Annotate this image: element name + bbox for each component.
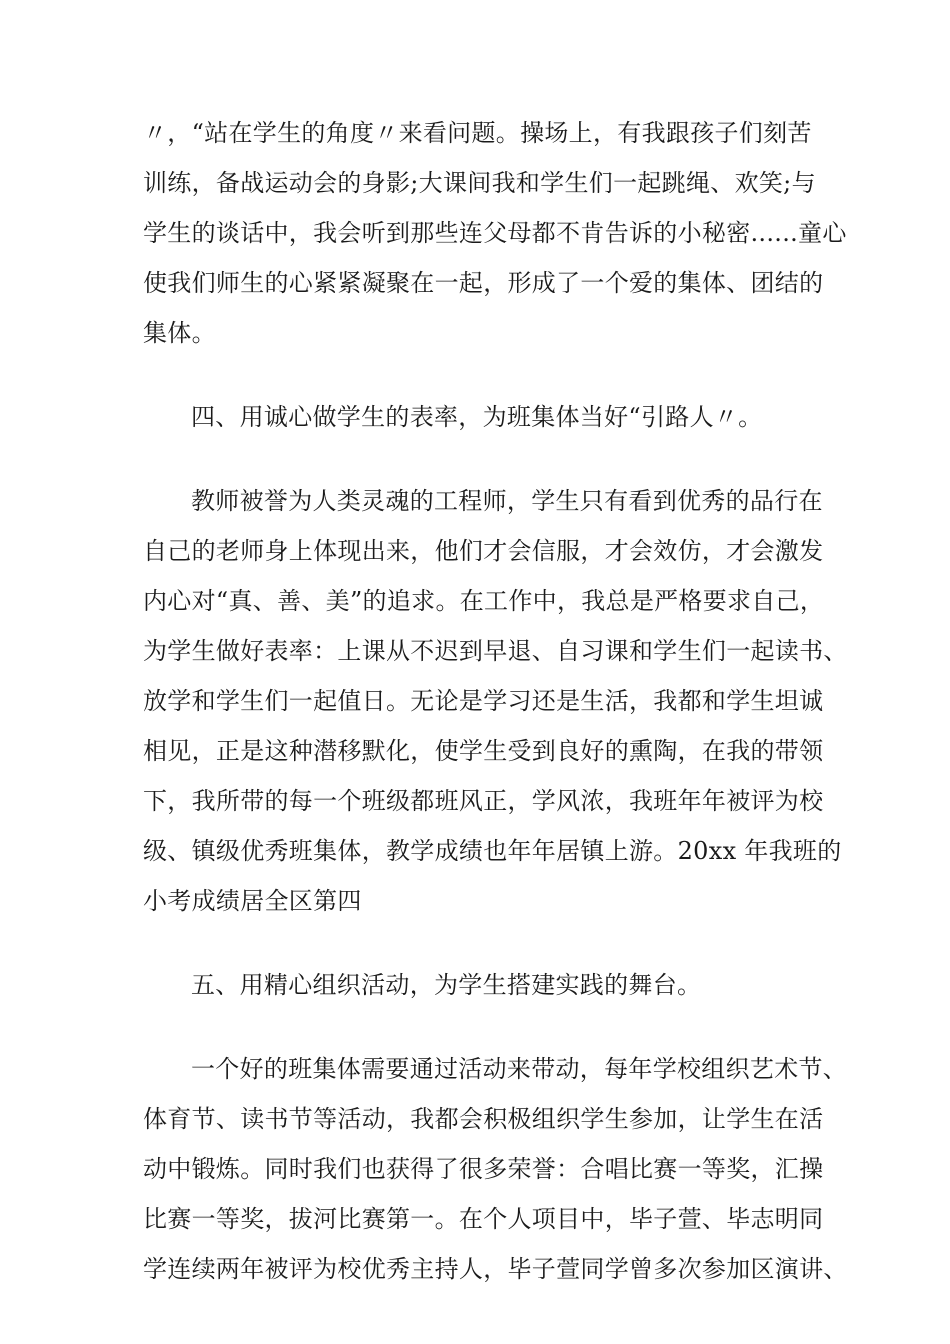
text-line: 一个好的班集体需要通过活动来带动，每年学校组织艺术节、 [191, 1055, 848, 1083]
paragraph [143, 476, 848, 926]
section-heading: 五、用精心组织活动，为学生搭建实践的舞台。 [191, 971, 702, 999]
paragraph-gap [143, 1010, 813, 1044]
text-line: 学生的谈话中，我会听到那些连父母都不肯告诉的小秘密......童心 [143, 219, 847, 247]
text-line: 级、镇级优秀班集体，教学成绩也年年居镇上游。20xx 年我班的 [143, 837, 842, 865]
paragraph-gap [143, 358, 813, 392]
text-line: 自己的老师身上体现出来，他们才会信服，才会效仿，才会激发 [143, 537, 824, 565]
text-line: 放学和学生们一起值日。无论是学习还是生活，我都和学生坦诚 [143, 687, 824, 715]
text-line: 为学生做好表率：上课从不迟到早退、自习课和学生们一起读书、 [143, 637, 848, 665]
text-line: 学连续两年被评为校优秀主持人，毕子萱同学曾多次参加区演讲、 [143, 1255, 848, 1283]
text-line: 动中锻炼。同时我们也获得了很多荣誉：合唱比赛一等奖，汇操 [143, 1155, 824, 1183]
text-line: 比赛一等奖，拔河比赛第一。在个人项目中，毕子萱、毕志明同 [143, 1205, 824, 1233]
paragraph [143, 1044, 848, 1294]
text-line: 〃，“站在学生的角度〃来看问题。操场上，有我跟孩子们刻苦 [143, 119, 812, 147]
text-line: 体育节、读书节等活动，我都会积极组织学生参加，让学生在活 [143, 1105, 824, 1133]
text-line: 集体。 [143, 319, 216, 347]
text-line: 下，我所带的每一个班级都班风正，学风浓，我班年年被评为校 [143, 787, 824, 815]
paragraph-gap [143, 926, 813, 960]
paragraph-gap [143, 442, 813, 476]
text-line: 相见，正是这种潜移默化，使学生受到良好的熏陶，在我的带领 [143, 737, 824, 765]
section-heading: 四、用诚心做学生的表率，为班集体当好“引路人〃。 [191, 403, 763, 431]
text-line: 教师被誉为人类灵魂的工程师，学生只有看到优秀的品行在 [191, 487, 823, 515]
text-line: 小考成绩居全区第四 [143, 887, 362, 915]
document-body [143, 108, 848, 1294]
text-line: 内心对“真、善、美”的追求。在工作中，我总是严格要求自己， [143, 587, 825, 615]
paragraph [143, 108, 847, 358]
text-line: 训练，备战运动会的身影;大课间我和学生们一起跳绳、欢笑;与 [143, 169, 816, 197]
text-line: 使我们师生的心紧紧凝聚在一起，形成了一个爱的集体、团结的 [143, 269, 824, 297]
